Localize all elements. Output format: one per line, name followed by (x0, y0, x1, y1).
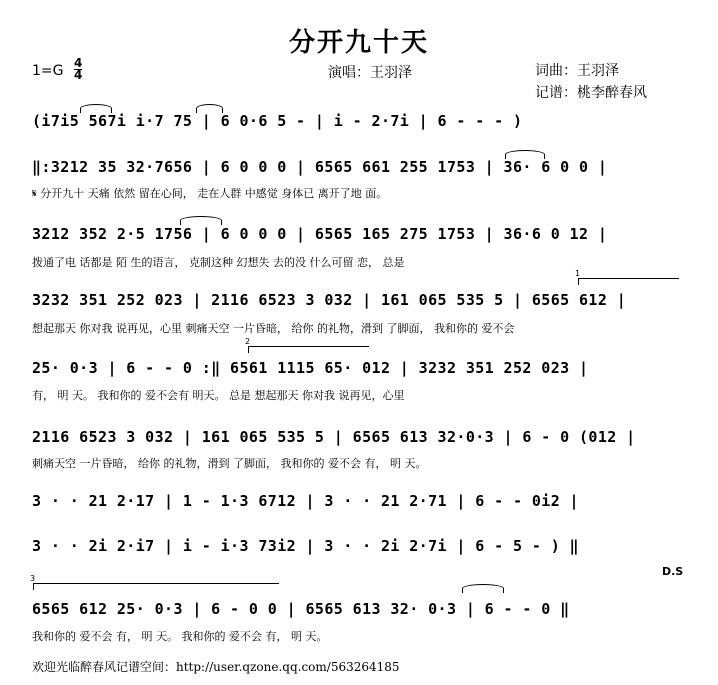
lyric-row-6: 刺痛天空 一片昏暗， 给你 的礼物，滑到 了脚面， 我和你的 爱不会 有， 明 天。 (32, 457, 427, 470)
notation-row-8: 3 · · 2i 2·i7 | i - i·3 73i2 | 3 · · 2i 2·7i | 6 - 5 - ) ‖ (32, 537, 579, 555)
slur-mark (196, 104, 223, 113)
slur-mark (505, 150, 545, 159)
notation-row-3: 3212 352 2·5 1756 | 6 0 0 0 | 6565 165 275 1753 | 36·6 0 12 | (32, 225, 608, 243)
volta-bracket-3 (30, 574, 279, 590)
notation-row-5: 25· 0·3 | 6 - - 0 :‖ 6561 1115 65· 012 | 3232 351 252 023 | (32, 359, 589, 377)
lyric-row-3: 拨通了电 话都是 陌 生的语言， 克制这种 幻想失 去的没 什么可留 恋， 总是 (32, 256, 405, 269)
footer-credit: 欢迎光临醉春风记谱空间：http://user.qzone.qq.com/563264185 (32, 660, 400, 674)
singer-credit: 演唱：王羽泽 (328, 65, 412, 81)
notation-row-6: 2116 6523 3 032 | 161 065 535 5 | 6565 613 32·0·3 | 6 - 0 (012 | (32, 428, 636, 446)
slur-mark (180, 216, 222, 225)
volta-bracket-1 (575, 269, 679, 285)
dal-segno-mark: D.S (662, 565, 684, 578)
volta-bracket-2 (245, 337, 369, 353)
composer-credit: 词曲：王羽泽 (535, 63, 619, 79)
lyric-row-9: 我和你的 爱不会 有， 明 天。 我和你的 爱不会 有， 明 天。 (32, 630, 328, 643)
slur-mark (462, 584, 504, 593)
volta-label-1: 1 (575, 269, 581, 278)
notation-row-4: 3232 351 252 023 | 2116 6523 3 032 | 161 065 535 5 | 6565 612 | (32, 291, 627, 309)
notation-row-2: ‖:3212 35 32·7656 | 6 0 0 0 | 6565 661 255 1753 | 36· 6 0 0 | (32, 158, 608, 176)
time-signature (74, 58, 82, 81)
key-signature: 1=G (32, 63, 64, 79)
song-title: 分开九十天 (288, 28, 429, 58)
lyric-row-4: 想起那天 你对我 说再见，心里 刺痛天空 一片昏暗， 给你 的礼物，滑到 了脚面， 我和你的 爱不会 (32, 322, 515, 335)
time-signature-top: 4 (74, 56, 83, 70)
lyric-row-5: 有， 明 天。 我和你的 爱不会有 明天。 总是 想起那天 你对我 说再见，心里 (32, 389, 405, 402)
time-signature-bottom: 4 (74, 68, 83, 82)
volta-label-3: 3 (30, 574, 36, 583)
transcriber-credit: 记谱：桃李醉春风 (535, 85, 647, 101)
notation-row-1: (i7i5 567i i·7 75 | 6 0·6 5 - | i - 2·7i | 6 - - - ) (32, 112, 523, 130)
volta-label-2: 2 (245, 337, 251, 346)
lyric-row-2: 𝄋 分开九十 天痛 依然 留在心间， 走在人群 中感觉 身体已 离开了地 面。 (32, 187, 388, 200)
slur-mark (80, 104, 112, 113)
notation-row-9: 6565 612 25· 0·3 | 6 - 0 0 | 6565 613 32· 0·3 | 6 - - 0 ‖ (32, 600, 570, 618)
notation-row-7: 3 · · 21 2·17 | 1 - 1·3 6712 | 3 · · 21 2·71 | 6 - - 0i2 | (32, 492, 579, 510)
